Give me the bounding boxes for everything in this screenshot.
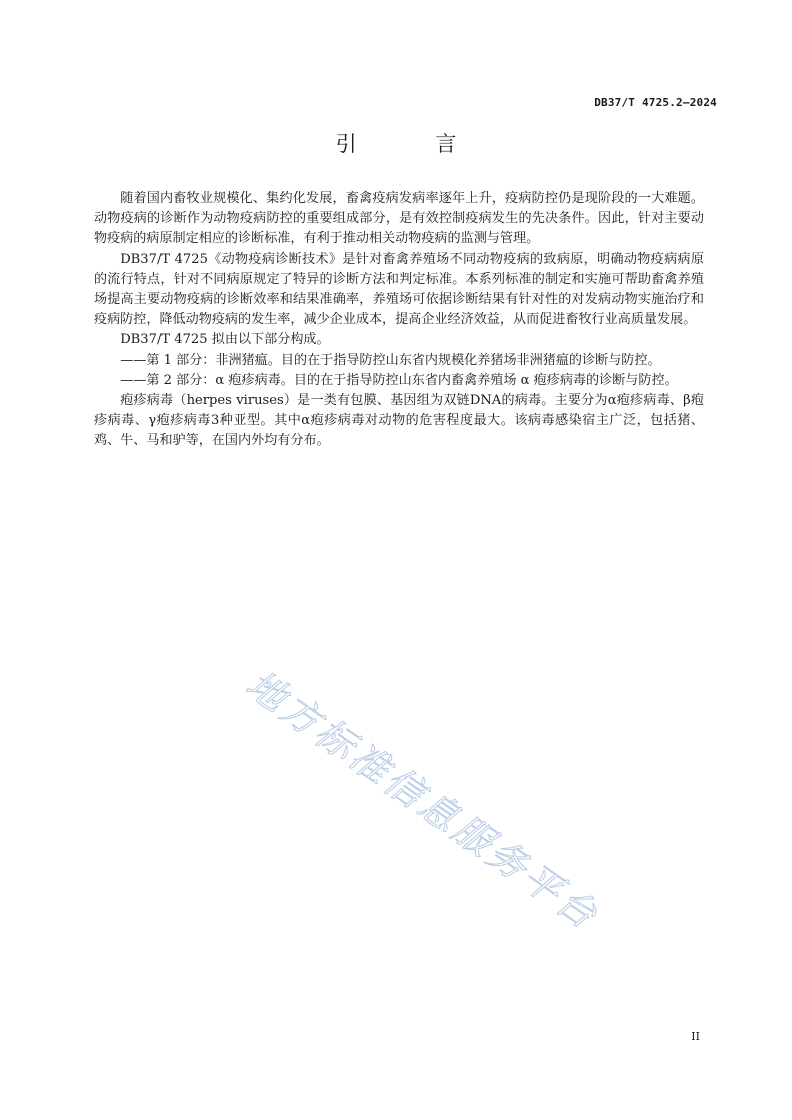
paragraph-series-purpose: DB37/T 4725《动物疫病诊断技术》是针对畜禽养殖场不同动物疫病的致病原，明确动物疫病病原的流行特点，针对不同病原规定了特异的诊断方法和判定标准。本系列标准的制定和实施可帮助畜禽养殖场提高主要动物疫病的诊断效率和结果准确率，养殖场可依据诊断结果有针对性的对发病动物实施治疗和疫病防控，降低动物疫病的发生率，减少企业成本，提高企业经济效益，从而促进畜牧行业高质量发展。: [94, 251, 704, 328]
paragraph-background: 随着国内畜牧业规模化、集约化发展，畜禽疫病发病率逐年上升，疫病防控仍是现阶段的一大难题。动物疫病的诊断作为动物疫病防控的重要组成部分，是有效控制疫病发生的先决条件。因此，针对主要动物疫病的病原制定相应的诊断标准，有利于推动相关动物疫病的监测与管理。: [94, 191, 704, 247]
paragraph-part-2: ——第 2 部分：α 疱疹病毒。目的在于指导防控山东省内畜禽养殖场 α 疱疹病毒的诊断与防控。: [120, 372, 678, 388]
page-number: II: [691, 1030, 700, 1043]
paragraph-structure: DB37/T 4725 拟由以下部分构成。: [120, 332, 330, 348]
standard-code: DB37/T 4725.2—2024: [594, 96, 717, 109]
paragraph-herpes-virus: 疱疹病毒（herpes viruses）是一类有包膜、基因组为双链DNA的病毒。主要分为α疱疹病毒、β疱疹病毒、γ疱疹病毒3种亚型。其中α疱疹病毒对动物的危害程度最大。该病毒感染宿主广泛，包括猪、鸡、牛、马和驴等，在国内外均有分布。: [94, 393, 704, 449]
page-title: 引 言: [335, 132, 493, 156]
watermark: 地方标准信息服务平台: [238, 661, 608, 939]
introduction-body: [94, 189, 704, 452]
paragraph-part-1: ——第 1 部分：非洲猪瘟。目的在于指导防控山东省内规模化养猪场非洲猪瘟的诊断与防控。: [120, 352, 661, 368]
